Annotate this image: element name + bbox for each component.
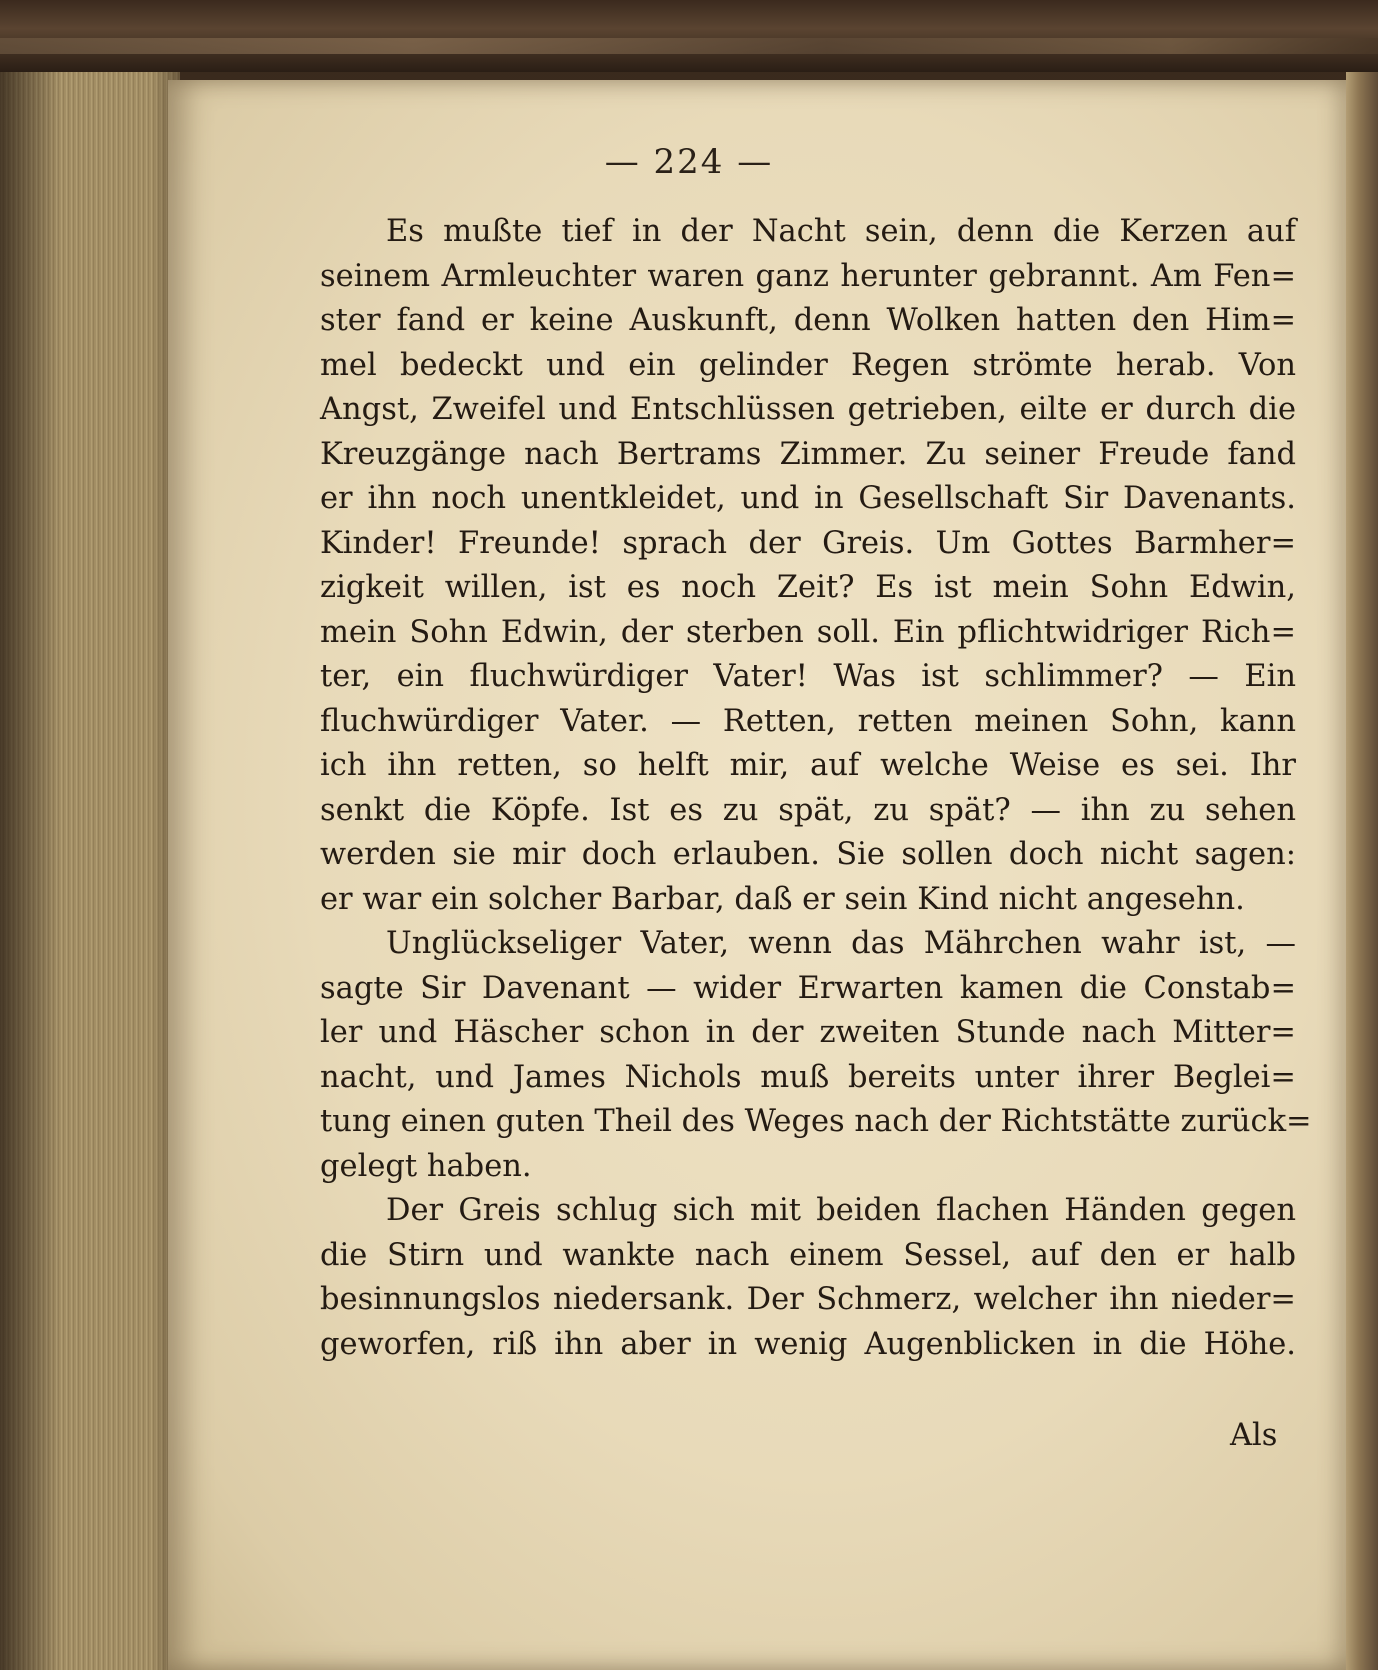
text-line: ster fand er keine Auskunft, denn Wolken hatten den Him=: [320, 303, 1296, 338]
text-line: Kinder! Freunde! sprach der Greis. Um Gottes Barmher=: [320, 525, 1296, 561]
text-line: Es mußte tief in der Nacht sein, denn die Kerzen auf: [386, 214, 1296, 249]
text-line: nacht, und James Nichols muß bereits unter ihrer Beglei=: [320, 1059, 1296, 1095]
text-line: Angst, Zweifel und Entschlüssen getrieben, eilte er durch die: [320, 392, 1296, 427]
text-line: Kreuzgänge nach Bertrams Zimmer. Zu seiner Freude fand: [320, 436, 1296, 472]
text-line: mein Sohn Edwin, der sterben soll. Ein pflichtwidriger Rich=: [320, 614, 1296, 650]
text-line: sagte Sir Davenant — wider Erwarten kamen die Constab=: [320, 970, 1296, 1006]
book-binding-top: [0, 0, 1378, 72]
text-line: fluchwürdiger Vater. — Retten, retten meinen Sohn, kann: [320, 703, 1296, 739]
text-line: ler und Häscher schon in der zweiten Stunde nach Mitter=: [320, 1015, 1296, 1050]
text-line: er ihn noch unentkleidet, und in Gesellschaft Sir Davenants.: [320, 481, 1296, 516]
body-text: [320, 210, 1312, 1367]
text-line: mel bedeckt und ein gelinder Regen strömte herab. Von: [320, 347, 1296, 383]
page-right-edge: [1346, 72, 1378, 1670]
text-line: ich ihn retten, so helft mir, auf welche Weise es sei. Ihr: [320, 748, 1296, 783]
text-line: besinnungslos niedersank. Der Schmerz, welcher ihn nieder=: [320, 1282, 1296, 1317]
catchword: Als: [1230, 1418, 1278, 1453]
text-line: die Stirn und wankte nach einem Sessel, auf den er halb: [320, 1237, 1296, 1273]
text-line: ter, ein fluchwürdiger Vater! Was ist schlimmer? — Ein: [320, 659, 1296, 694]
text-line: werden sie mir doch erlauben. Sie sollen doch nicht sagen:: [320, 837, 1296, 872]
text-line: gelegt haben.: [320, 1148, 532, 1184]
page-number: — 224 —: [604, 142, 774, 182]
text-line: Unglückseliger Vater, wenn das Mährchen wahr ist, —: [386, 926, 1296, 961]
text-line: Der Greis schlug sich mit beiden flachen Händen gegen: [386, 1193, 1296, 1228]
text-line: geworfen, riß ihn aber in wenig Augenblicken in die Höhe.: [320, 1326, 1296, 1362]
text-line: senkt die Köpfe. Ist es zu spät, zu spät? — ihn zu sehen: [320, 792, 1296, 828]
text-line: tung einen guten Theil des Weges nach der Richtstätte zurück=: [320, 1104, 1312, 1139]
text-line: seinem Armleuchter waren ganz herunter gebrannt. Am Fen=: [320, 258, 1296, 294]
text-line: zigkeit willen, ist es noch Zeit? Es ist mein Sohn Edwin,: [320, 570, 1296, 605]
page-stack-edge: [0, 72, 180, 1670]
text-line: er war ein solcher Barbar, daß er sein Kind nicht angesehn.: [320, 881, 1245, 917]
